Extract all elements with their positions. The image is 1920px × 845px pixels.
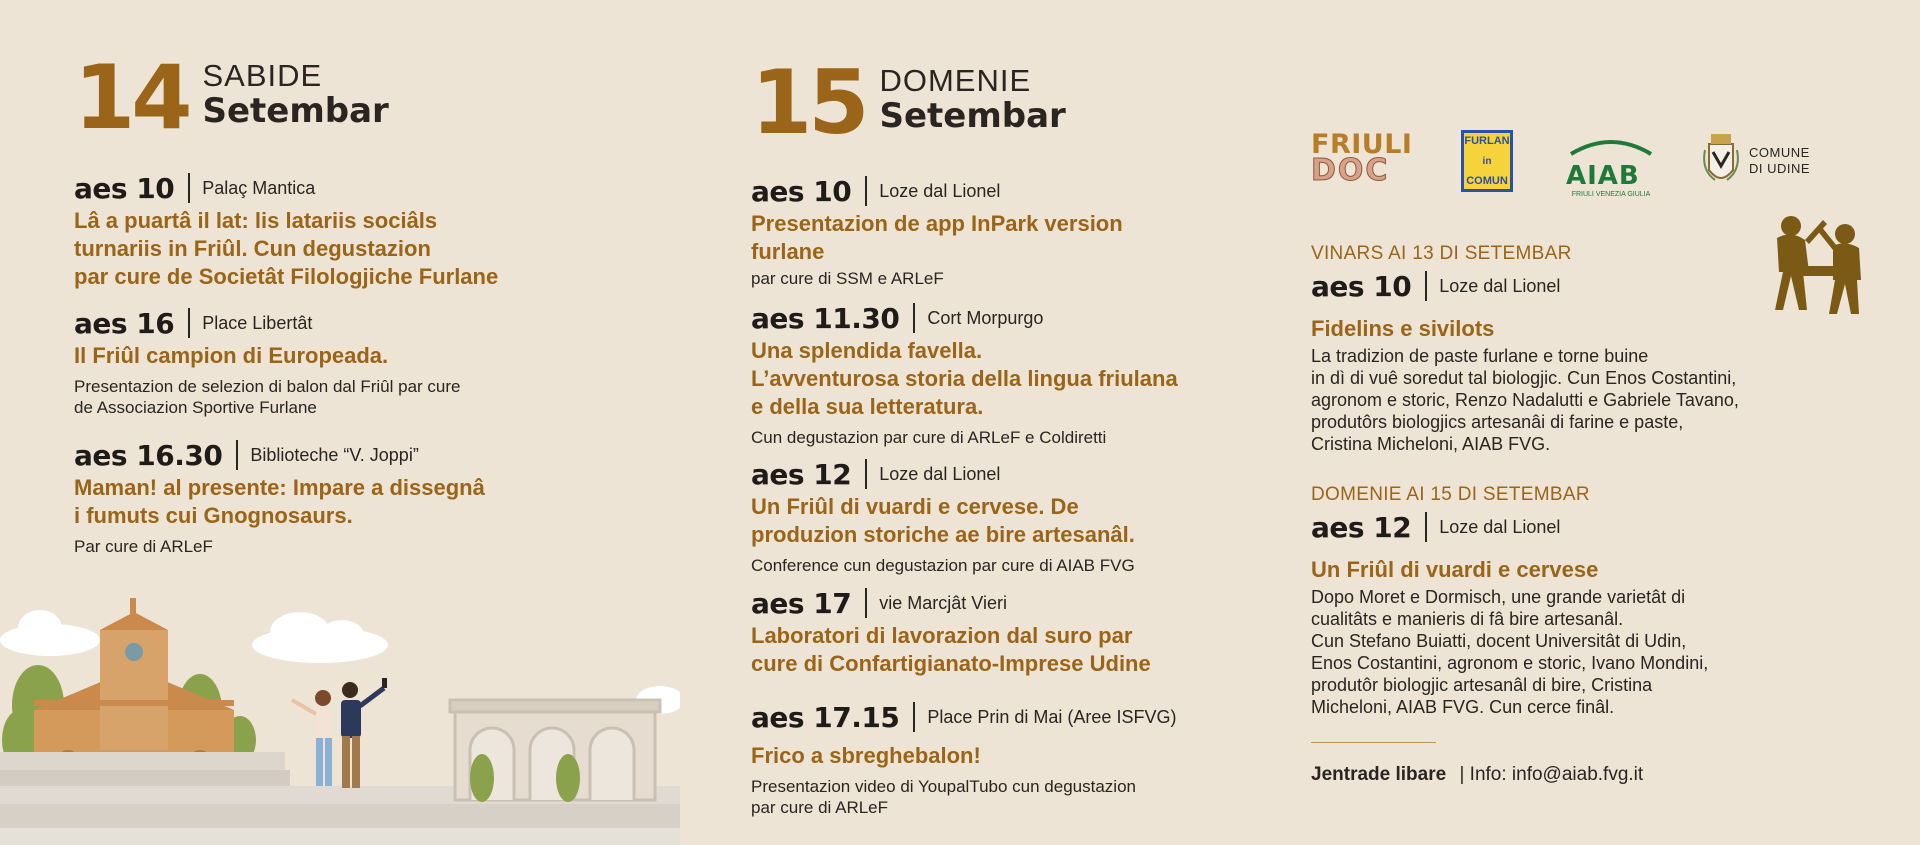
separator — [1425, 512, 1427, 542]
event-description: Presentazion de selezion di balon dal Friûl par cure de Associazion Sportive Furlane — [74, 377, 461, 417]
day-number: 14 — [74, 46, 189, 149]
aiab-swoosh-icon — [1566, 136, 1656, 156]
event-item — [1311, 510, 1831, 718]
event-time: aes 17.15 — [751, 700, 900, 734]
event-place: Loze dal Lionel — [879, 180, 1001, 201]
friuli-doc-line1: FRIULI — [1311, 129, 1413, 160]
event-time-row — [751, 586, 1311, 620]
separator — [865, 588, 867, 618]
cloud-icon — [0, 610, 100, 656]
day-header-14 — [74, 46, 389, 149]
event-description: par cure di SSM e ARLeF — [751, 269, 944, 288]
event-item — [751, 586, 1311, 678]
event-description: Presentazion video di YoupalTubo cun degustazion par cure di ARLeF — [751, 777, 1136, 817]
event-title: Lâ a puartâ il lat: lis latariis sociâls turnariis in Friûl. Cun degustazion par cure de Societât Filologjiche Furlane — [74, 208, 499, 289]
event-item — [751, 700, 1311, 818]
event-time-row — [74, 438, 694, 472]
separator — [188, 173, 190, 203]
event-time: aes 11.30 — [751, 301, 900, 335]
event-time-row — [1311, 269, 1831, 303]
comune-line1: COMUNE — [1749, 145, 1810, 160]
furlan-in-comun-logo — [1461, 130, 1513, 192]
event-place: Loze dal Lionel — [1439, 516, 1561, 537]
event-item — [751, 457, 1311, 576]
event-title: Maman! al presente: Impare a dissegnâ i fumuts cui Gnognosaurs. — [74, 475, 485, 528]
friuli-doc-logo — [1311, 129, 1413, 188]
event-time-row — [751, 457, 1311, 491]
separator — [236, 440, 238, 470]
event-place: Palaç Mantica — [202, 177, 316, 198]
event-time-row — [1311, 510, 1831, 544]
day-month: Setembar — [879, 96, 1066, 136]
event-item — [751, 174, 1311, 289]
event-title: Fidelins e sivilots — [1311, 316, 1495, 341]
event-time-row — [74, 306, 694, 340]
event-time: aes 12 — [751, 457, 852, 491]
event-place: Loze dal Lionel — [1439, 275, 1561, 296]
event-description: Conference cun degustazion par cure di AIAB FVG — [751, 556, 1135, 575]
separator — [913, 303, 915, 333]
event-item — [751, 301, 1311, 448]
event-title: Un Friûl di vuardi e cervese — [1311, 557, 1599, 582]
aiab-subtext: FRIULI VENEZIA GIULIA — [1571, 191, 1651, 198]
furlan-top-text: FURLAN — [1464, 135, 1510, 147]
event-place: Loze dal Lionel — [879, 463, 1001, 484]
event-time: aes 12 — [1311, 510, 1412, 544]
day-number: 15 — [751, 51, 866, 154]
event-title: Laboratori di lavorazion dal suro par cure di Confartigianato-Imprese Udine — [751, 623, 1151, 676]
event-item — [1311, 269, 1831, 455]
event-title: Il Friûl campion di Europeada. — [74, 343, 389, 368]
divider — [1311, 742, 1436, 743]
event-title: Un Friûl di vuardi e cervese. De produzion storiche ae bire artesanâl. — [751, 494, 1135, 547]
event-place: Place Libertât — [202, 312, 313, 333]
event-time: aes 16.30 — [74, 438, 223, 472]
event-title: Frico a sbreghebalon! — [751, 743, 981, 768]
aiab-logo — [1566, 136, 1656, 198]
event-time-row — [751, 301, 1311, 335]
day-words — [879, 65, 1065, 135]
event-description: Par cure di ARLeF — [74, 537, 213, 556]
event-time-row — [74, 171, 694, 205]
event-place: Place Prin di Mai (Aree ISFVG) — [927, 706, 1177, 727]
separator — [188, 308, 190, 338]
event-time: aes 10 — [1311, 269, 1412, 303]
event-time: aes 17 — [751, 586, 852, 620]
event-description: La tradizion de paste furlane e torne buine in dì di vuê soredut tal biologjic. Cun Enos Costantini, agronom e storic, Renzo Nadalutti e Gabriele Tavano, produtôrs biologjics artesanâi di farine e paste, Cristina Micheloni, AIAB FVG. — [1311, 346, 1739, 454]
footer-entry-free: Jentrade libare — [1311, 764, 1447, 785]
event-time: aes 10 — [74, 171, 175, 205]
section-label-domenie: DOMENIE AI 15 DI SETEMBAR — [1311, 484, 1590, 505]
event-time-row — [751, 174, 1311, 208]
furlan-mid-text: in — [1482, 155, 1492, 167]
aiab-text: AIAB — [1566, 161, 1640, 191]
furlan-bottom-text: COMUN — [1466, 175, 1508, 187]
event-place: Biblioteche “V. Joppi” — [250, 444, 419, 465]
event-item — [74, 438, 694, 557]
separator — [865, 176, 867, 206]
day-name: SABIDE — [202, 58, 323, 93]
event-item — [74, 171, 694, 291]
event-place: vie Marcjât Vieri — [879, 592, 1007, 613]
separator — [913, 702, 915, 732]
city-illustration — [0, 590, 680, 845]
section-label-vinars: VINARS AI 13 DI SETEMBAR — [1311, 243, 1572, 264]
event-item — [74, 306, 694, 418]
event-time: aes 16 — [74, 306, 175, 340]
event-title: Presentazion de app InPark version furlane — [751, 211, 1123, 264]
event-time-row — [751, 700, 1311, 734]
comune-crest-icon — [1701, 130, 1741, 192]
comune-line2: DI UDINE — [1749, 161, 1811, 176]
info-column — [1311, 0, 1911, 845]
footer-info — [1311, 764, 1643, 786]
day-words — [202, 60, 388, 130]
day-name: DOMENIE — [879, 63, 1032, 98]
day-month: Setembar — [202, 91, 389, 131]
separator — [1425, 271, 1427, 301]
footer-contact: | Info: info@aiab.fvg.it — [1459, 764, 1644, 785]
event-title: Una splendida favella. L’avventurosa storia della lingua friulana e della sua letteratura. — [751, 338, 1178, 419]
friuli-doc-line2: DOC — [1311, 153, 1390, 188]
day-header-15 — [751, 51, 1066, 154]
cloud-icon — [252, 612, 388, 663]
event-place: Cort Morpurgo — [927, 307, 1044, 328]
comune-text — [1749, 145, 1810, 177]
event-description: Cun degustazion par cure di ARLeF e Coldiretti — [751, 428, 1107, 447]
event-time: aes 10 — [751, 174, 852, 208]
event-description: Dopo Moret e Dormisch, une grande varietât di cualitâts e manieris di fâ bire artesanâl. Cun Stefano Buiatti, docent Universitât di Udin, Enos Costantini, agronom e storic, Ivano Mondini, produtôr biologjic artesanâl di bire, Cristina Micheloni, AIAB FVG. Cun cerce finâl. — [1311, 587, 1709, 717]
separator — [865, 459, 867, 489]
comune-di-udine-logo — [1701, 130, 1810, 192]
